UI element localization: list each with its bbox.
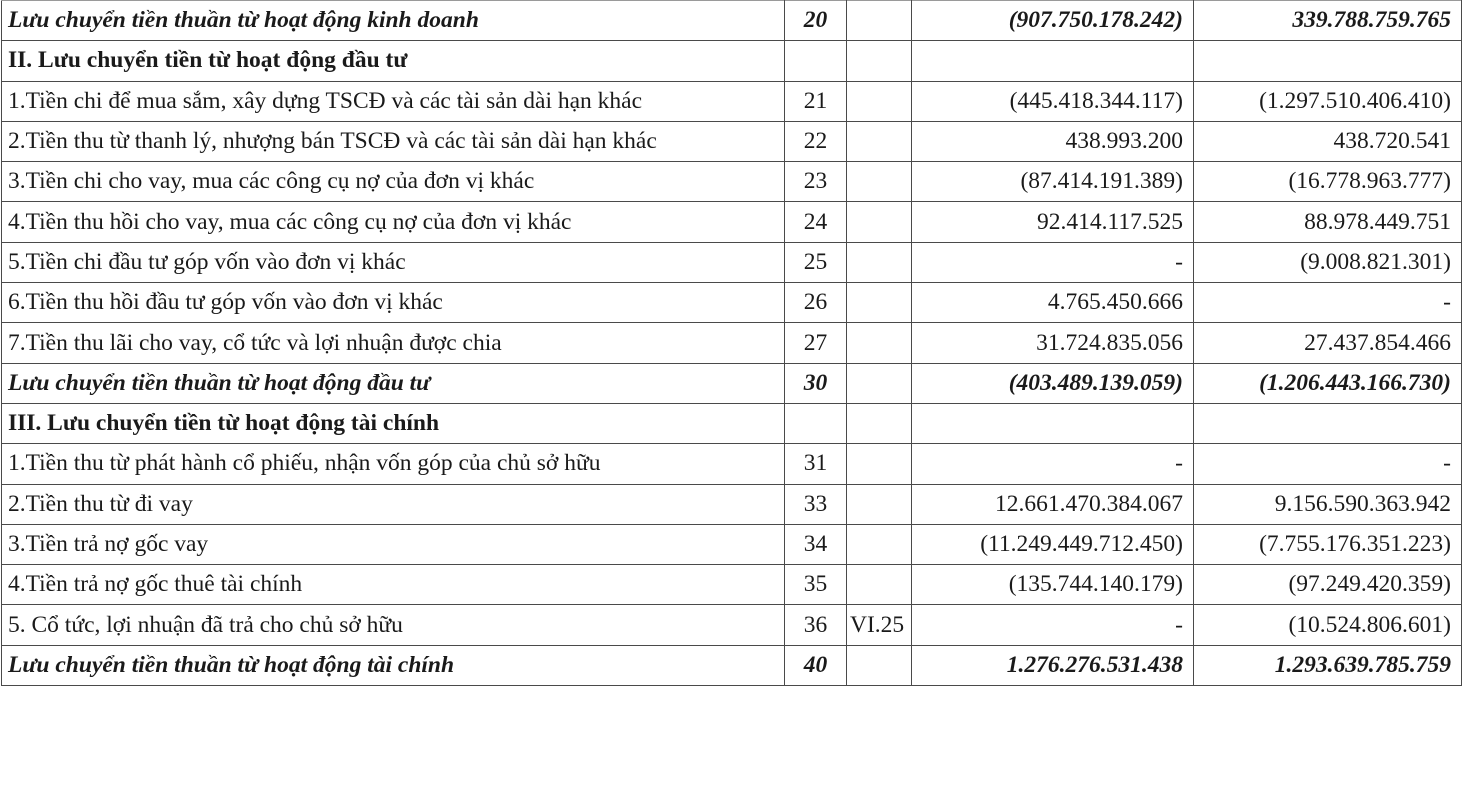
row-current-value: -: [912, 242, 1194, 282]
row-current-value: [912, 41, 1194, 81]
row-note: [847, 41, 912, 81]
table-row: [2, 121, 1462, 161]
row-note: [847, 524, 912, 564]
row-code: 31: [785, 444, 847, 484]
row-code: 34: [785, 524, 847, 564]
table-row: [2, 323, 1462, 363]
row-note: [847, 323, 912, 363]
row-label: 1.Tiền chi để mua sắm, xây dựng TSCĐ và các tài sản dài hạn khác: [2, 81, 785, 121]
row-previous-value: 88.978.449.751: [1194, 202, 1462, 242]
row-previous-value: (7.755.176.351.223): [1194, 524, 1462, 564]
row-code: 30: [785, 363, 847, 403]
row-code: 24: [785, 202, 847, 242]
row-current-value: (403.489.139.059): [912, 363, 1194, 403]
row-note: [847, 242, 912, 282]
row-note: [847, 484, 912, 524]
row-code: 36: [785, 605, 847, 645]
row-current-value: 12.661.470.384.067: [912, 484, 1194, 524]
row-previous-value: (97.249.420.359): [1194, 565, 1462, 605]
row-note: [847, 1, 912, 41]
row-previous-value: 1.293.639.785.759: [1194, 645, 1462, 685]
row-code: 20: [785, 1, 847, 41]
row-note: VI.25: [847, 605, 912, 645]
row-previous-value: -: [1194, 283, 1462, 323]
row-label: 2.Tiền thu từ đi vay: [2, 484, 785, 524]
row-current-value: 4.765.450.666: [912, 283, 1194, 323]
row-code: 21: [785, 81, 847, 121]
row-note: [847, 162, 912, 202]
row-label: 1.Tiền thu từ phát hành cổ phiếu, nhận vốn góp của chủ sở hữu: [2, 444, 785, 484]
row-current-value: -: [912, 444, 1194, 484]
row-code: 26: [785, 283, 847, 323]
row-note: [847, 121, 912, 161]
row-current-value: (135.744.140.179): [912, 565, 1194, 605]
row-code: 25: [785, 242, 847, 282]
row-previous-value: (10.524.806.601): [1194, 605, 1462, 645]
row-label: 3.Tiền trả nợ gốc vay: [2, 524, 785, 564]
row-code: 22: [785, 121, 847, 161]
table-row: [2, 242, 1462, 282]
table-row: [2, 605, 1462, 645]
row-previous-value: 9.156.590.363.942: [1194, 484, 1462, 524]
row-code: 33: [785, 484, 847, 524]
row-code: 27: [785, 323, 847, 363]
table-row: [2, 524, 1462, 564]
section-header-row: [2, 41, 1462, 81]
row-label: 5. Cổ tức, lợi nhuận đã trả cho chủ sở hữu: [2, 605, 785, 645]
table-row: [2, 162, 1462, 202]
row-previous-value: [1194, 403, 1462, 443]
row-note: [847, 283, 912, 323]
row-code: 40: [785, 645, 847, 685]
table-row: [2, 1, 1462, 41]
row-current-value: 1.276.276.531.438: [912, 645, 1194, 685]
row-label: 4.Tiền trả nợ gốc thuê tài chính: [2, 565, 785, 605]
table-row: [2, 202, 1462, 242]
row-current-value: (907.750.178.242): [912, 1, 1194, 41]
row-previous-value: -: [1194, 444, 1462, 484]
row-previous-value: 27.437.854.466: [1194, 323, 1462, 363]
row-note: [847, 81, 912, 121]
table-row: [2, 565, 1462, 605]
section-title: III. Lưu chuyển tiền từ hoạt động tài chính: [2, 403, 785, 443]
row-current-value: -: [912, 605, 1194, 645]
subtotal-row: [2, 363, 1462, 403]
section-title: II. Lưu chuyển tiền từ hoạt động đầu tư: [2, 41, 785, 81]
row-label: Lưu chuyển tiền thuần từ hoạt động đầu tư: [2, 363, 785, 403]
row-current-value: (445.418.344.117): [912, 81, 1194, 121]
row-previous-value: (1.297.510.406.410): [1194, 81, 1462, 121]
row-previous-value: (1.206.443.166.730): [1194, 363, 1462, 403]
row-note: [847, 202, 912, 242]
row-previous-value: [1194, 41, 1462, 81]
row-label: 5.Tiền chi đầu tư góp vốn vào đơn vị khác: [2, 242, 785, 282]
section-header-row: [2, 403, 1462, 443]
row-current-value: 92.414.117.525: [912, 202, 1194, 242]
row-previous-value: (16.778.963.777): [1194, 162, 1462, 202]
row-note: [847, 444, 912, 484]
row-label: 7.Tiền thu lãi cho vay, cổ tức và lợi nhuận được chia: [2, 323, 785, 363]
row-note: [847, 565, 912, 605]
row-current-value: (87.414.191.389): [912, 162, 1194, 202]
row-previous-value: 438.720.541: [1194, 121, 1462, 161]
row-label: Lưu chuyển tiền thuần từ hoạt động tài chính: [2, 645, 785, 685]
row-label: 3.Tiền chi cho vay, mua các công cụ nợ của đơn vị khác: [2, 162, 785, 202]
row-previous-value: 339.788.759.765: [1194, 1, 1462, 41]
row-note: [847, 363, 912, 403]
table-row: [2, 283, 1462, 323]
table-row: [2, 81, 1462, 121]
cash-flow-table: [1, 0, 1462, 686]
row-current-value: 31.724.835.056: [912, 323, 1194, 363]
row-label: 6.Tiền thu hồi đầu tư góp vốn vào đơn vị khác: [2, 283, 785, 323]
table-row: [2, 444, 1462, 484]
row-label: Lưu chuyển tiền thuần từ hoạt động kinh doanh: [2, 1, 785, 41]
row-code: [785, 403, 847, 443]
row-code: 35: [785, 565, 847, 605]
row-label: 4.Tiền thu hồi cho vay, mua các công cụ nợ của đơn vị khác: [2, 202, 785, 242]
row-code: [785, 41, 847, 81]
row-note: [847, 403, 912, 443]
table-row: [2, 484, 1462, 524]
row-current-value: [912, 403, 1194, 443]
row-previous-value: (9.008.821.301): [1194, 242, 1462, 282]
row-label: 2.Tiền thu từ thanh lý, nhượng bán TSCĐ và các tài sản dài hạn khác: [2, 121, 785, 161]
row-code: 23: [785, 162, 847, 202]
row-note: [847, 645, 912, 685]
subtotal-row: [2, 645, 1462, 685]
row-current-value: 438.993.200: [912, 121, 1194, 161]
row-current-value: (11.249.449.712.450): [912, 524, 1194, 564]
